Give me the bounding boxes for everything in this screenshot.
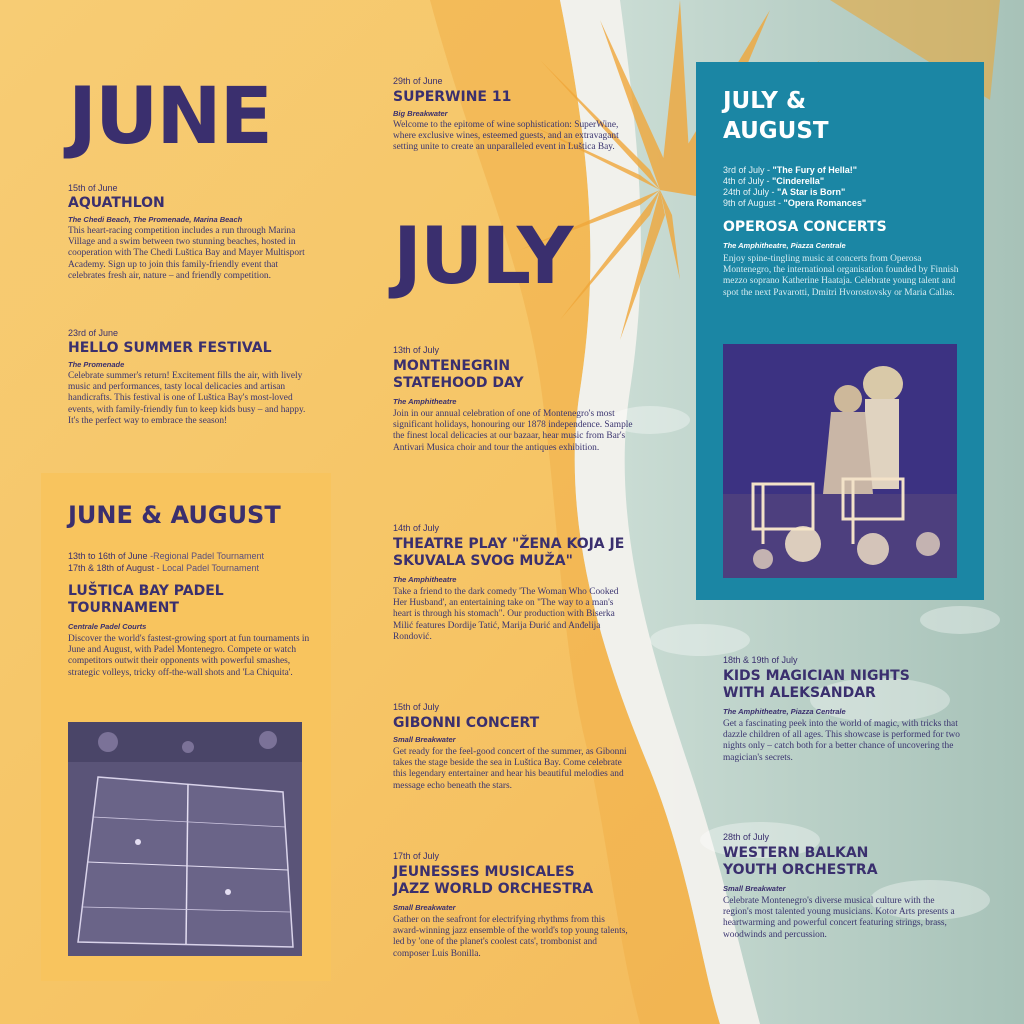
event-date: 13th of July (393, 345, 440, 355)
schedule-date: 3rd of July - (723, 165, 773, 175)
event-superwine (393, 76, 625, 154)
event-date: 28th of July (723, 832, 770, 842)
event-statehood-day (393, 345, 633, 454)
event-location: The Amphitheatre (393, 575, 457, 584)
schedule-show: "A Star is Born" (777, 187, 846, 197)
event-date: 23rd of June (68, 328, 119, 338)
event-description: Take a friend to the dark comedy 'The Woman Who Cooked Her Husband', an entertaining take on "The way to a man's heart is through his stomach". Our production with Biserka Milić features Dordije Tatić, Marija Đurić and Anđelija Rondović. (393, 587, 619, 642)
event-theatre-play (393, 523, 633, 643)
padel-title: LUŠTICA BAY PADEL TOURNAMENT (68, 583, 224, 616)
june-august-heading: JUNE & AUGUST (68, 501, 281, 529)
operosa-schedule (723, 165, 973, 209)
event-date: 15th of July (393, 702, 440, 712)
july-august-heading-line2: AUGUST (723, 118, 829, 144)
event-kids-magician (723, 655, 963, 764)
operosa-description: Enjoy spine-tingling music at concerts from Operosa Montenegro, the international organisation founded by Finnish mezzo soprano Katherine Haataja. Celebrate young talent and spot the next Pavarotti, Dmitri Hvorostovsky or Maria Callas. (723, 254, 959, 298)
event-description: Welcome to the epitome of wine sophistication: SuperWine, where exclusive wines, esteemed guests, and an extravagant setting unite to create an unparalleled event in Luštica Bay. (393, 120, 619, 153)
operosa-concert-photo (723, 344, 957, 578)
operosa-title: OPEROSA CONCERTS (723, 219, 887, 235)
event-location: The Promenade (68, 360, 125, 369)
event-title: SUPERWINE 11 (393, 89, 512, 105)
event-title: MONTENEGRIN STATEHOOD DAY (393, 358, 524, 391)
july-heading: JULY (393, 212, 572, 302)
schedule-show: "The Fury of Hella!" (772, 165, 858, 175)
event-title: KIDS MAGICIAN NIGHTS WITH ALEKSANDAR (723, 668, 910, 701)
event-title: THEATRE PLAY "ŽENA KOJA JE SKUVALA SVOG MUŽA" (393, 536, 625, 569)
event-title: HELLO SUMMER FESTIVAL (68, 340, 272, 356)
event-description: Celebrate summer's return! Excitement fills the air, with lively music and performances, tasty local delicacies and artisan handicrafts. This festival is one of Luštica Bay's most-loved events, with family-friendly fun to keep kids busy – and happy. It's the perfect way to embrace the season! (68, 371, 306, 426)
padel-court-photo (68, 722, 302, 956)
july-august-panel (696, 62, 984, 600)
event-aquathlon (68, 183, 308, 282)
event-location: Small Breakwater (393, 735, 456, 744)
event-description: Celebrate Montenegro's diverse musical culture with the region's most talented young musicians. Kotor Arts presents a heartwarming and powerful concert featuring strings, brass, woodwinds and percussion. (723, 896, 955, 940)
event-date: 17th of July (393, 851, 440, 861)
schedule-label: - Local Padel Tournament (154, 563, 259, 573)
schedule-label: -Regional Padel Tournament (147, 551, 264, 561)
event-location: Small Breakwater (393, 903, 456, 912)
event-balkan-youth-orchestra (723, 832, 963, 941)
event-title: GIBONNI CONCERT (393, 715, 540, 731)
padel-description: Discover the world's fastest-growing sport at fun tournaments in June and August, with Padel Montenegro. Compete or watch competitors outwit their opponents with powerful smashes, strategic volleys, tricky off-the-wall shots and 'La Chiquita'. (68, 634, 310, 678)
event-jazz-orchestra (393, 851, 633, 960)
schedule-date: 17th & 18th of August (68, 563, 155, 573)
schedule-show: "Opera Romances" (783, 198, 867, 208)
padel-schedule (68, 550, 328, 574)
schedule-show: "Cinderella" (772, 176, 825, 186)
event-title: AQUATHLON (68, 195, 165, 211)
event-description: Gather on the seafront for electrifying rhythms from this award-winning jazz ensemble of the world's top young talents, led by 'one of the planet's coolest cats', trombonist and composer Luis Bonilla. (393, 915, 628, 959)
event-location: The Amphitheatre (393, 397, 457, 406)
event-gibonni-concert (393, 702, 633, 792)
june-august-panel (41, 473, 331, 981)
event-location: The Chedi Beach, The Promenade, Marina Beach (68, 215, 243, 224)
june-heading: JUNE (68, 72, 271, 162)
event-date: 15th of June (68, 183, 118, 193)
event-description: Join in our annual celebration of one of Montenegro's most significant holidays, honouring our 1878 independence. Sample the finest local delicacies at our bazaar, hear music from Bar's Antivari Musica choir and tour the antiques exhibition. (393, 409, 633, 453)
padel-location: Centrale Padel Courts (68, 622, 147, 631)
event-date: 14th of July (393, 523, 440, 533)
operosa-location: The Amphitheatre, Piazza Centrale (723, 241, 846, 250)
event-description: This heart-racing competition includes a run through Marina Village and a swim between two stunning beaches, hosted in cooperation with The Chedi Luštica Bay and Mayer Multisport Academy. Sign up to join this family-friendly event that celebrates fresh air, nature – and friendly competition. (68, 226, 305, 281)
event-hello-summer (68, 328, 308, 427)
event-title: WESTERN BALKAN YOUTH ORCHESTRA (723, 845, 878, 878)
schedule-date: 13th to 16th of June (68, 551, 148, 561)
event-description: Get a fascinating peek into the world of magic, with tricks that dazzle children of all ages. This showcase is performed for two nights only – catch both for a better chance of uncovering the magician's secrets. (723, 719, 960, 763)
event-date: 18th & 19th of July (723, 655, 798, 665)
event-location: Big Breakwater (393, 109, 448, 118)
event-location: Small Breakwater (723, 884, 786, 893)
event-location: The Amphitheatre, Piazza Centrale (723, 707, 846, 716)
schedule-date: 9th of August - (723, 198, 784, 208)
july-august-heading-line1: JULY & (723, 88, 807, 114)
schedule-date: 24th of July - (723, 187, 778, 197)
event-date: 29th of June (393, 76, 443, 86)
schedule-date: 4th of July - (723, 176, 773, 186)
event-description: Get ready for the feel-good concert of the summer, as Gibonni takes the stage beside the sea in Luštica Bay. Come celebrate this legendary entertainer and hear his beautiful melodies and message echo beneath the stars. (393, 747, 627, 791)
event-title: JEUNESSES MUSICALES JAZZ WORLD ORCHESTRA (393, 864, 594, 897)
